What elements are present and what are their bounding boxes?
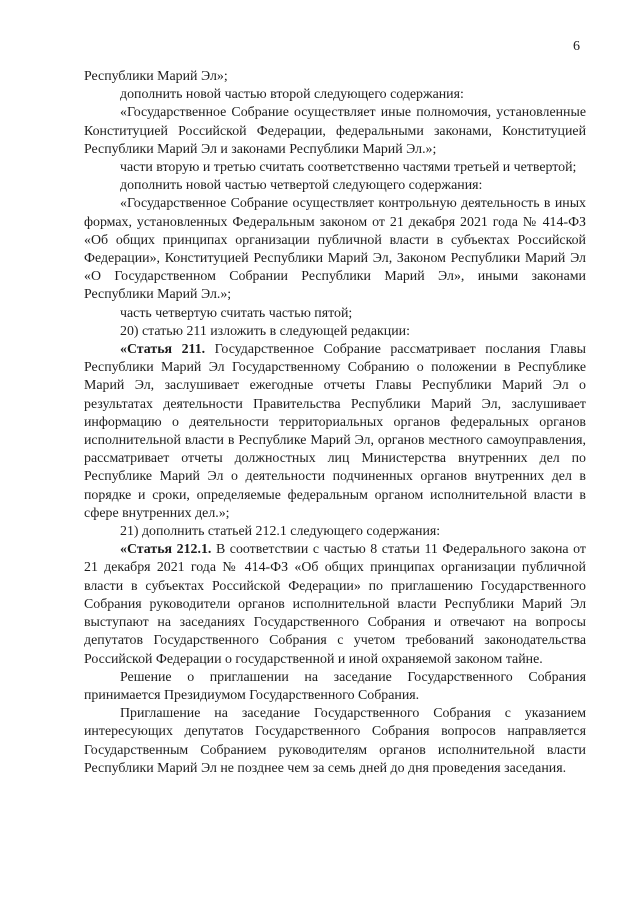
paragraph <box>84 323 586 341</box>
paragraph <box>84 341 586 523</box>
paragraph <box>84 305 586 323</box>
paragraph <box>84 705 586 778</box>
paragraph-text: Решение о приглашении на заседание Государственного Собрания принимается Президиумом Государственного Собрания. <box>84 669 586 703</box>
paragraph-text: 21) дополнить статьей 212.1 следующего содержания: <box>120 524 441 540</box>
paragraph-text: части вторую и третью считать соответственно частями третьей и четвертой; <box>120 160 577 176</box>
page-number: 6 <box>573 39 580 54</box>
paragraph <box>84 177 586 195</box>
paragraph <box>84 541 586 668</box>
paragraph <box>84 68 586 86</box>
paragraph-text: Приглашение на заседание Государственного Собрания с указанием интересующих депутатов Государственного Собрания вопросов направляется Государственным Собранием руководителям органов исполнительной власти Республики Марий Эл не позднее чем за семь дней до дня проведения заседания. <box>84 706 586 776</box>
paragraph-text: В соответствии с частью 8 статьи 11 Федерального закона от 21 декабря 2021 года № 414-ФЗ «Об общих принципах организации публичной власти в субъектах Российской Федерации» по приглашению Государственного Собрания руководители органов исполнительной власти Республики Марий Эл выступают на заседаниях Государственного Собрания и отвечают на вопросы депутатов Государственного Собрания с учетом требований законодательства Российской Федерации о государственной и иной охраняемой законом тайне. <box>84 542 586 667</box>
document-body <box>84 68 586 778</box>
paragraph-text: Государственное Собрание рассматривает послания Главы Республики Марий Эл Государственному Собранию о положении в Республике Марий Эл, заслушивает ежегодные отчеты Главы Республики Марий Эл о результатах деятельности Правительства Республики Марий Эл, заслушивает информацию о деятельности территориальных органов федеральных органов исполнительной власти в Республике Марий Эл, органов местного самоуправления, рассматривает отчеты должностных лиц Министерства внутренних дел по Республике Марий Эл о деятельности подчиненных органов внутренних дел в порядке и сроки, определяемые федеральным органом исполнительной власти в сфере внутренних дел.»; <box>84 342 586 521</box>
paragraph <box>84 86 586 104</box>
paragraph-text: «Государственное Собрание осуществляет иные полномочия, установленные Конституцией Российской Федерации, федеральными законами, Конституцией Республики Марий Эл и законами Республики Марий Эл.»; <box>84 105 586 157</box>
paragraph <box>84 195 586 304</box>
paragraph-text: часть четвертую считать частью пятой; <box>120 305 353 321</box>
paragraph-text: 20) статью 211 изложить в следующей редакции: <box>120 323 410 339</box>
paragraph-text: дополнить новой частью второй следующего содержания: <box>120 87 464 103</box>
paragraph-text: «Государственное Собрание осуществляет контрольную деятельность в иных формах, установленных Федеральным законом от 21 декабря 2021 года № 414-ФЗ «Об общих принципах организации публичной власти в субъектах Российской Федерации», Конституцией Республики Марий Эл, Законом Республики Марий Эл «О Государственном Собрании Республики Марий Эл», иными законами Республики Марий Эл.»; <box>84 196 586 303</box>
paragraph-text: Республики Марий Эл»; <box>84 69 228 84</box>
paragraph-text: дополнить новой частью четвертой следующего содержания: <box>120 178 483 194</box>
article-heading: «Статья 211. <box>120 342 206 358</box>
article-heading: «Статья 212.1. <box>120 542 212 558</box>
paragraph <box>84 104 586 159</box>
paragraph <box>84 669 586 705</box>
paragraph <box>84 523 586 541</box>
paragraph <box>84 159 586 177</box>
